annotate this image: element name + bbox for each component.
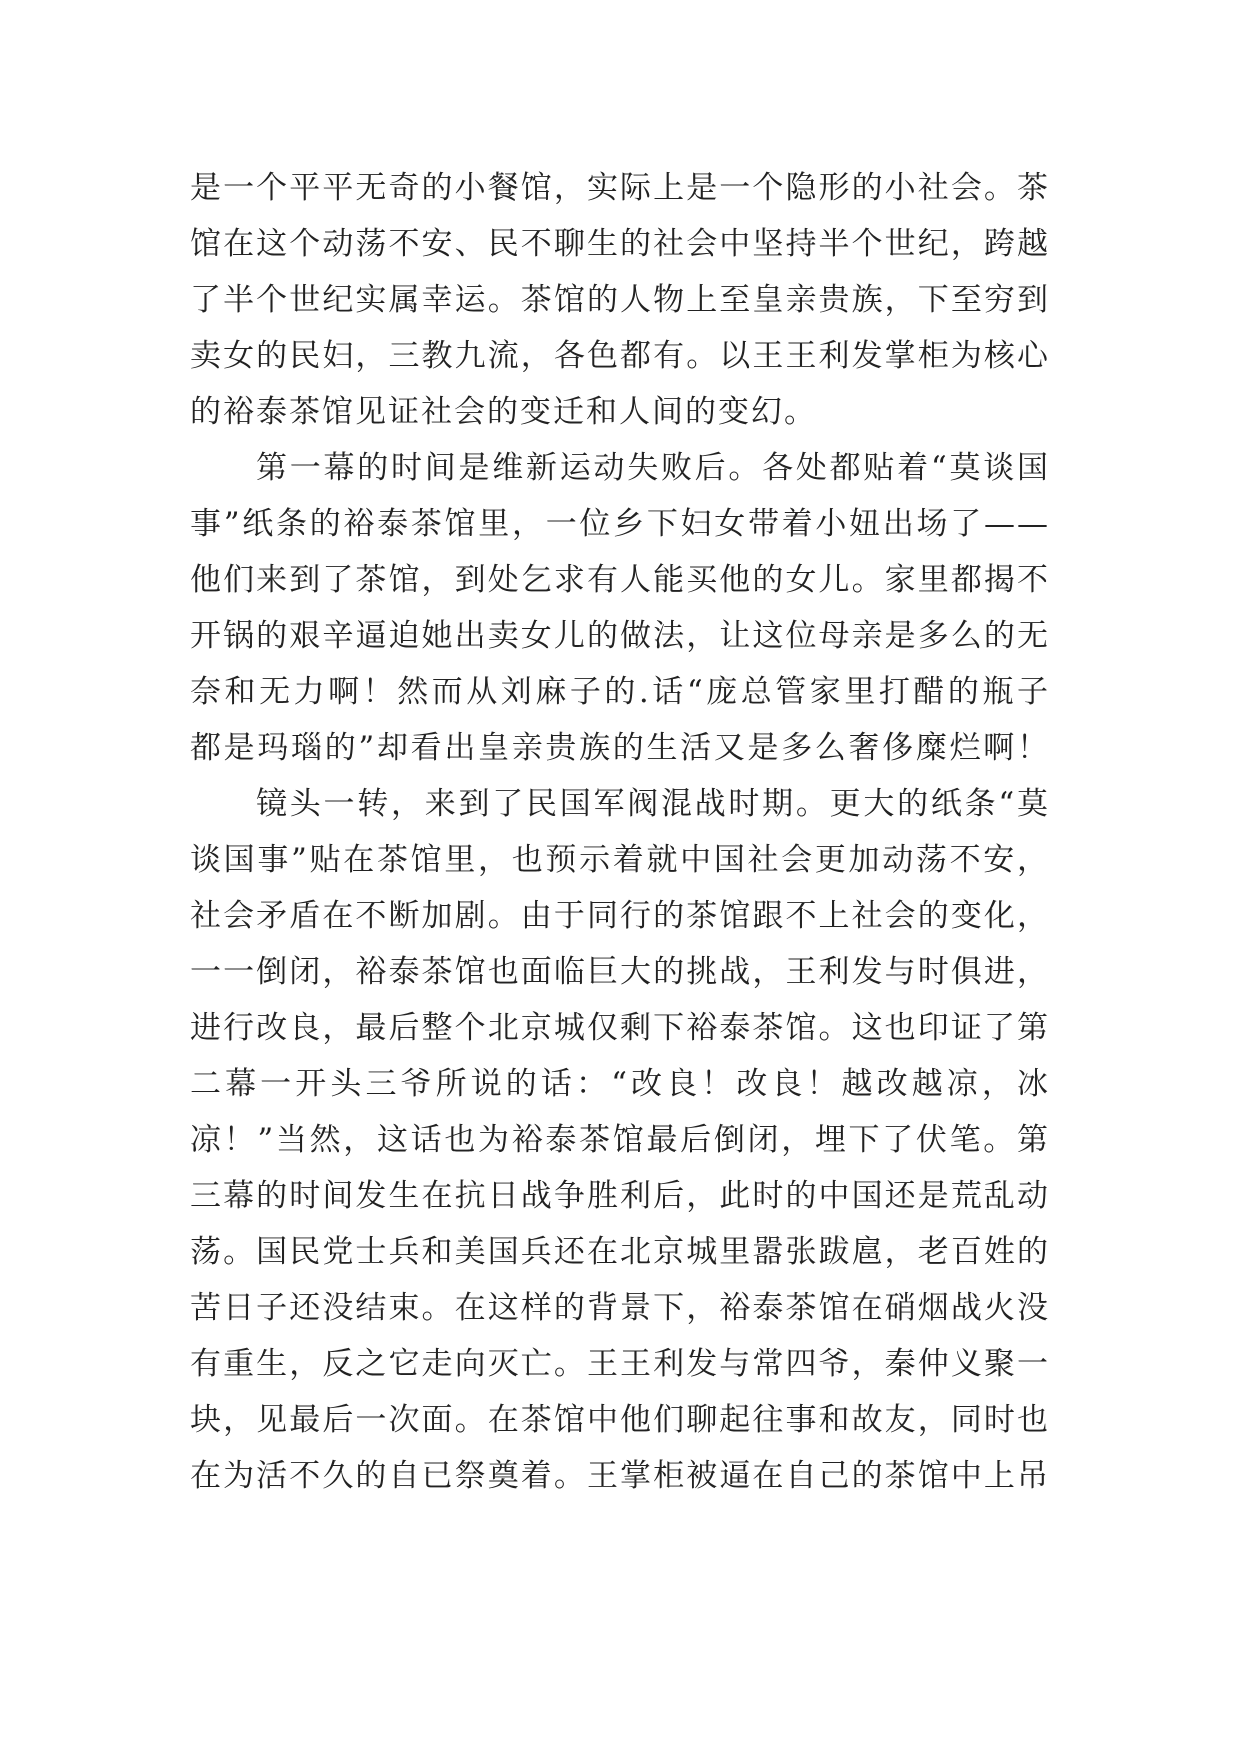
- text-line: 块，见最后一次面。在茶馆中他们聊起往事和故友，同时也: [190, 1402, 1050, 1438]
- text-line: 馆在这个动荡不安、民不聊生的社会中坚持半个世纪，跨越: [190, 226, 1050, 262]
- text-line: 了半个世纪实属幸运。茶馆的人物上至皇亲贵族，下至穷到: [190, 282, 1050, 318]
- text-line: 卖女的民妇，三教九流，各色都有。以王王利发掌柜为核心: [190, 338, 1050, 374]
- text-line: 事”纸条的裕泰茶馆里，一位乡下妇女带着小妞出场了——: [190, 506, 1050, 542]
- text-line: 进行改良，最后整个北京城仅剩下裕泰茶馆。这也印证了第: [190, 1010, 1050, 1046]
- text-line: 三幕的时间发生在抗日战争胜利后，此时的中国还是荒乱动: [190, 1178, 1050, 1214]
- paragraph-first-line: 镜头一转，来到了民国军阀混战时期。更大的纸条“莫: [256, 786, 1050, 822]
- body-text: [190, 160, 1050, 1504]
- text-line: 社会矛盾在不断加剧。由于同行的茶馆跟不上社会的变化，: [190, 898, 1050, 934]
- text-line: 的裕泰茶馆见证社会的变迁和人间的变幻。: [190, 394, 817, 430]
- text-line: 奈和无力啊！然而从刘麻子的.话“庞总管家里打醋的瓶子: [190, 674, 1050, 710]
- text-line: 开锅的艰辛逼迫她出卖女儿的做法，让这位母亲是多么的无: [190, 618, 1050, 654]
- text-line: 一一倒闭，裕泰茶馆也面临巨大的挑战，王利发与时俱进，: [190, 954, 1050, 990]
- text-line: 谈国事”贴在茶馆里，也预示着就中国社会更加动荡不安，: [190, 842, 1050, 878]
- text-line: 都是玛瑙的”却看出皇亲贵族的生活又是多么奢侈糜烂啊！: [190, 730, 1050, 766]
- paragraph-first-line: 第一幕的时间是维新运动失败后。各处都贴着“莫谈国: [256, 450, 1050, 486]
- text-line: 有重生，反之它走向灭亡。王王利发与常四爷，秦仲义聚一: [190, 1346, 1050, 1382]
- text-line: 他们来到了茶馆，到处乞求有人能买他的女儿。家里都揭不: [190, 562, 1050, 598]
- text-line: 二幕一开头三爷所说的话：“改良！改良！越改越凉，冰: [190, 1066, 1050, 1102]
- text-line: 是一个平平无奇的小餐馆，实际上是一个隐形的小社会。茶: [190, 170, 1050, 206]
- text-line: 凉！”当然，这话也为裕泰茶馆最后倒闭，埋下了伏笔。第: [190, 1122, 1050, 1158]
- text-line: 荡。国民党士兵和美国兵还在北京城里嚣张跋扈，老百姓的: [190, 1234, 1050, 1270]
- text-line: 苦日子还没结束。在这样的背景下，裕泰茶馆在硝烟战火没: [190, 1290, 1050, 1326]
- text-line: 在为活不久的自已祭奠着。王掌柜被逼在自己的茶馆中上吊: [190, 1458, 1050, 1494]
